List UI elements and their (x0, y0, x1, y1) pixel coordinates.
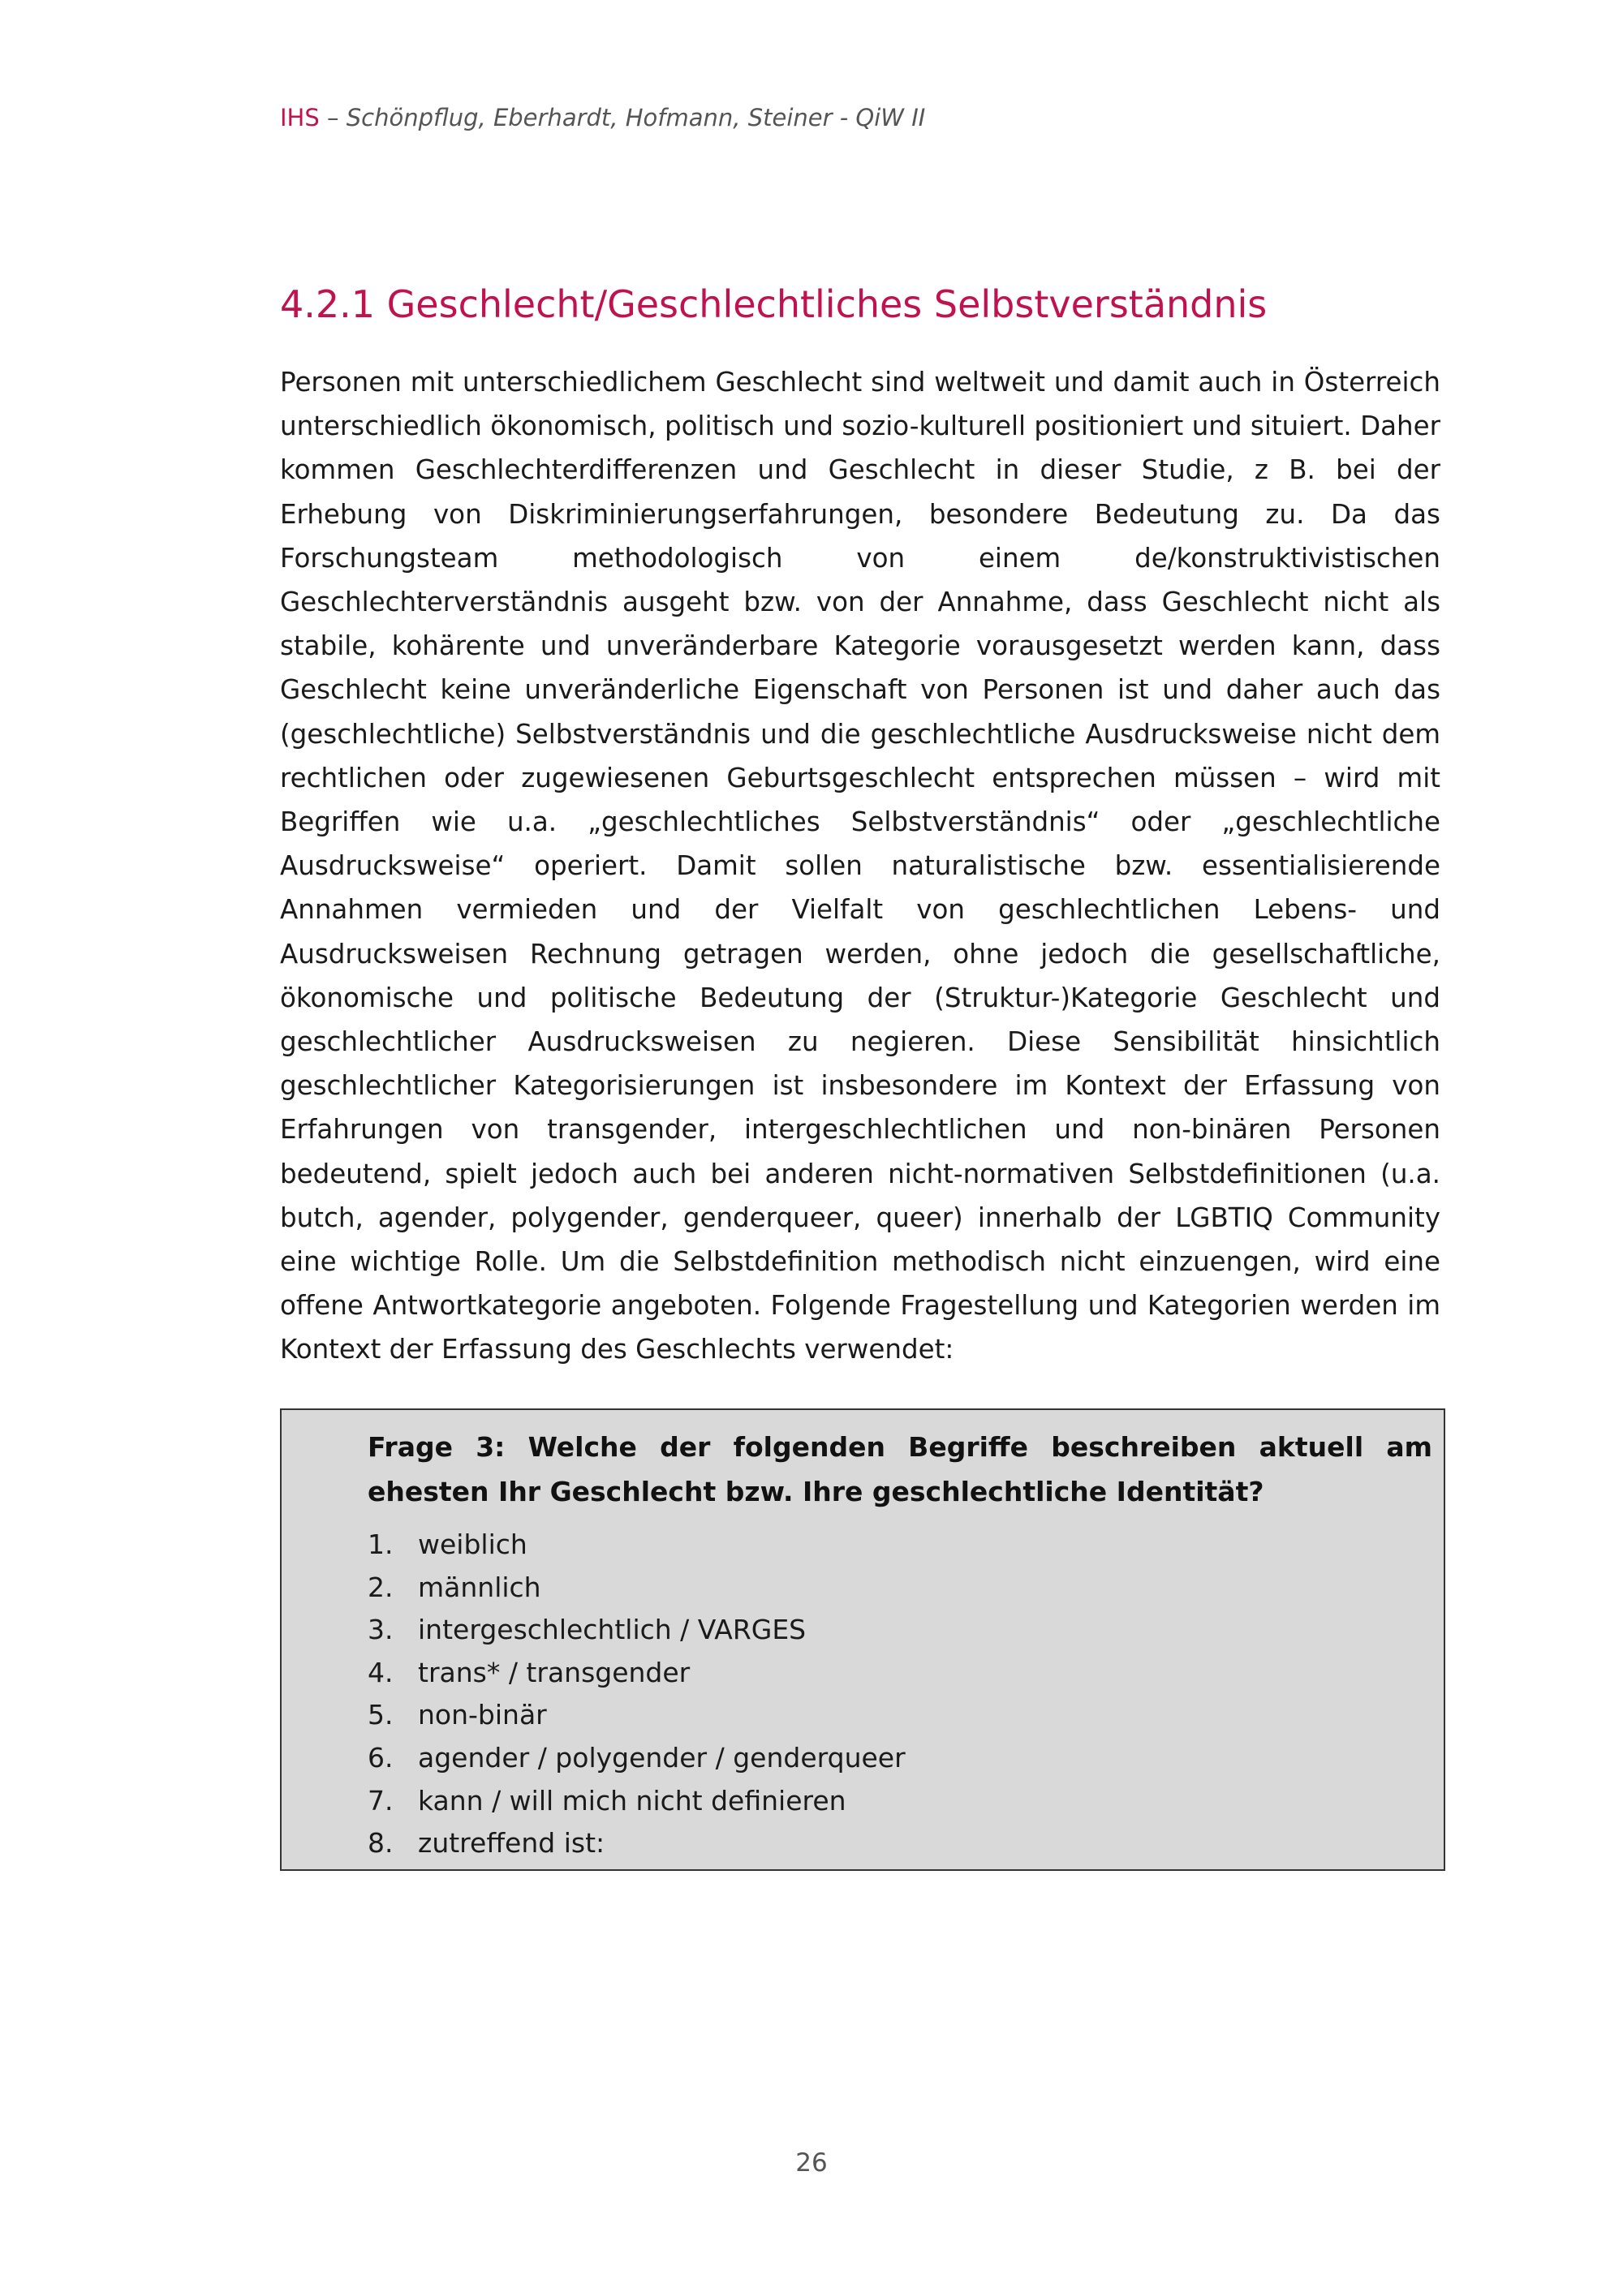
option-label: agender / polygender / genderqueer (418, 1741, 906, 1774)
question-box (280, 1408, 1445, 1871)
answer-option (368, 1694, 906, 1737)
answer-option (368, 1524, 906, 1567)
page-number: 26 (795, 2148, 828, 2178)
answer-option (368, 1609, 906, 1652)
body-paragraph: Personen mit unterschiedlichem Geschlecht sind weltweit und damit auch in Österreich unterschiedlich ökonomisch, politisch und sozio-kulturell positioniert und situiert. Daher kommen Geschlechterdifferenzen und Geschlecht in dieser Studie, z B. bei der Erhebung von Diskriminierungserfahrungen, besondere Bedeutung zu. Da das Forschungsteam methodologisch von einem de/konstruktivistischen Geschlechterverständnis ausgeht bzw. von der Annahme, dass Geschlecht nicht als stabile, kohärente und unveränderbare Kategorie vorausgesetzt werden kann, dass Geschlecht keine unveränderliche Eigenschaft von Personen ist und daher auch das (geschlechtliche) Selbstverständnis und die geschlechtliche Ausdrucksweise nicht dem rechtlichen oder zugewiesenen Geburtsgeschlecht entsprechen müssen – wird mit Begriffen wie u.a. „geschlechtliches Selbstverständnis“ oder „geschlechtliche Ausdrucksweise“ operiert. Damit sollen naturalistische bzw. essentialisierende Annahmen vermieden und der Vielfalt von geschlechtlichen Lebens- und Ausdrucksweisen Rechnung getragen werden, ohne jedoch die gesellschaftliche, ökonomische und politische Bedeutung der (Struktur-)Kategorie Geschlecht und geschlechtlicher Ausdrucksweisen zu negieren. Diese Sensibilität hinsichtlich geschlechtlicher Kategorisierungen ist insbesondere im Kontext der Erfassung von Erfahrungen von transgender, intergeschlechtlichen und non-binären Personen bedeutend, spielt jedoch auch bei anderen nicht-normativen Selbstdefinitionen (u.a. butch, agender, polygender, genderqueer, queer) innerhalb der LGBTIQ Community eine wichtige Rolle. Um die Selbstdefinition methodisch nicht einzuengen, wird eine offene Antwortkategorie angeboten. Folgende Fragestellung und Kategorien werden im Kontext der Erfassung des Geschlechts verwendet: (280, 367, 1440, 1365)
option-number: 8. (368, 1827, 394, 1860)
answer-options-list (368, 1524, 906, 1865)
option-number: 3. (368, 1614, 394, 1646)
option-label: non-binär (418, 1699, 547, 1731)
option-label: trans* / transgender (418, 1656, 691, 1688)
header-separator: – (319, 104, 347, 131)
answer-option (368, 1737, 906, 1780)
running-header (280, 104, 925, 131)
section-heading: 4.2.1 Geschlecht/Geschlechtliches Selbstverständnis (280, 282, 1268, 326)
answer-option (368, 1652, 906, 1695)
option-number: 6. (368, 1741, 394, 1774)
publisher-name: IHS (280, 104, 320, 131)
question-title: Frage 3: Welche der folgenden Begriffe beschreiben aktuell am ehesten Ihr Geschlecht bzw. Ihre geschlechtliche Identität? (368, 1431, 1432, 1507)
option-number: 4. (368, 1656, 394, 1688)
answer-option (368, 1567, 906, 1610)
option-number: 5. (368, 1699, 394, 1731)
option-label: männlich (418, 1571, 541, 1603)
answer-option (368, 1822, 906, 1865)
option-number: 1. (368, 1529, 394, 1560)
option-label: kann / will mich nicht definieren (418, 1784, 846, 1817)
option-number: 2. (368, 1571, 394, 1603)
option-label: intergeschlechtlich / VARGES (418, 1614, 807, 1646)
answer-option (368, 1780, 906, 1823)
option-label: zutreffend ist: (418, 1827, 605, 1860)
option-number: 7. (368, 1784, 394, 1817)
option-label: weiblich (418, 1529, 527, 1560)
header-authors: Schönpflug, Eberhardt, Hofmann, Steiner - QiW II (346, 104, 926, 131)
